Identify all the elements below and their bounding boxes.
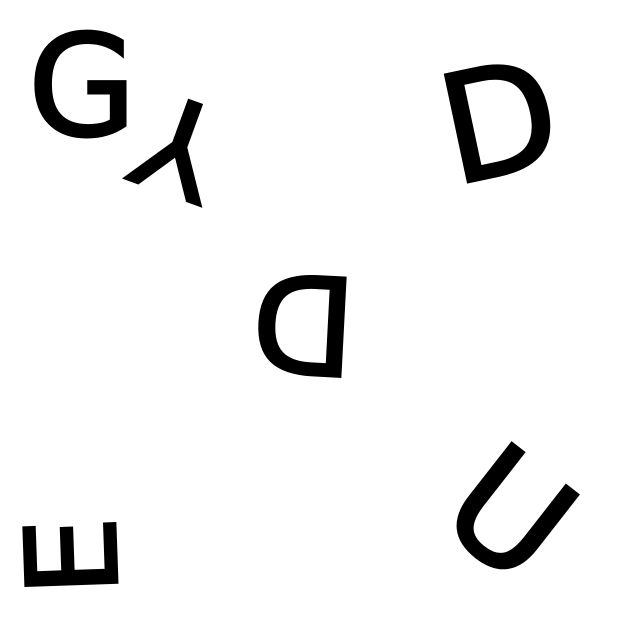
letter-y: Y	[116, 60, 244, 230]
letter-d-middle: D	[247, 241, 360, 404]
letter-g: G	[28, 6, 137, 169]
letter-e: E	[0, 514, 148, 599]
letter-d-top: D	[425, 25, 575, 221]
letter-u: U	[412, 412, 606, 618]
